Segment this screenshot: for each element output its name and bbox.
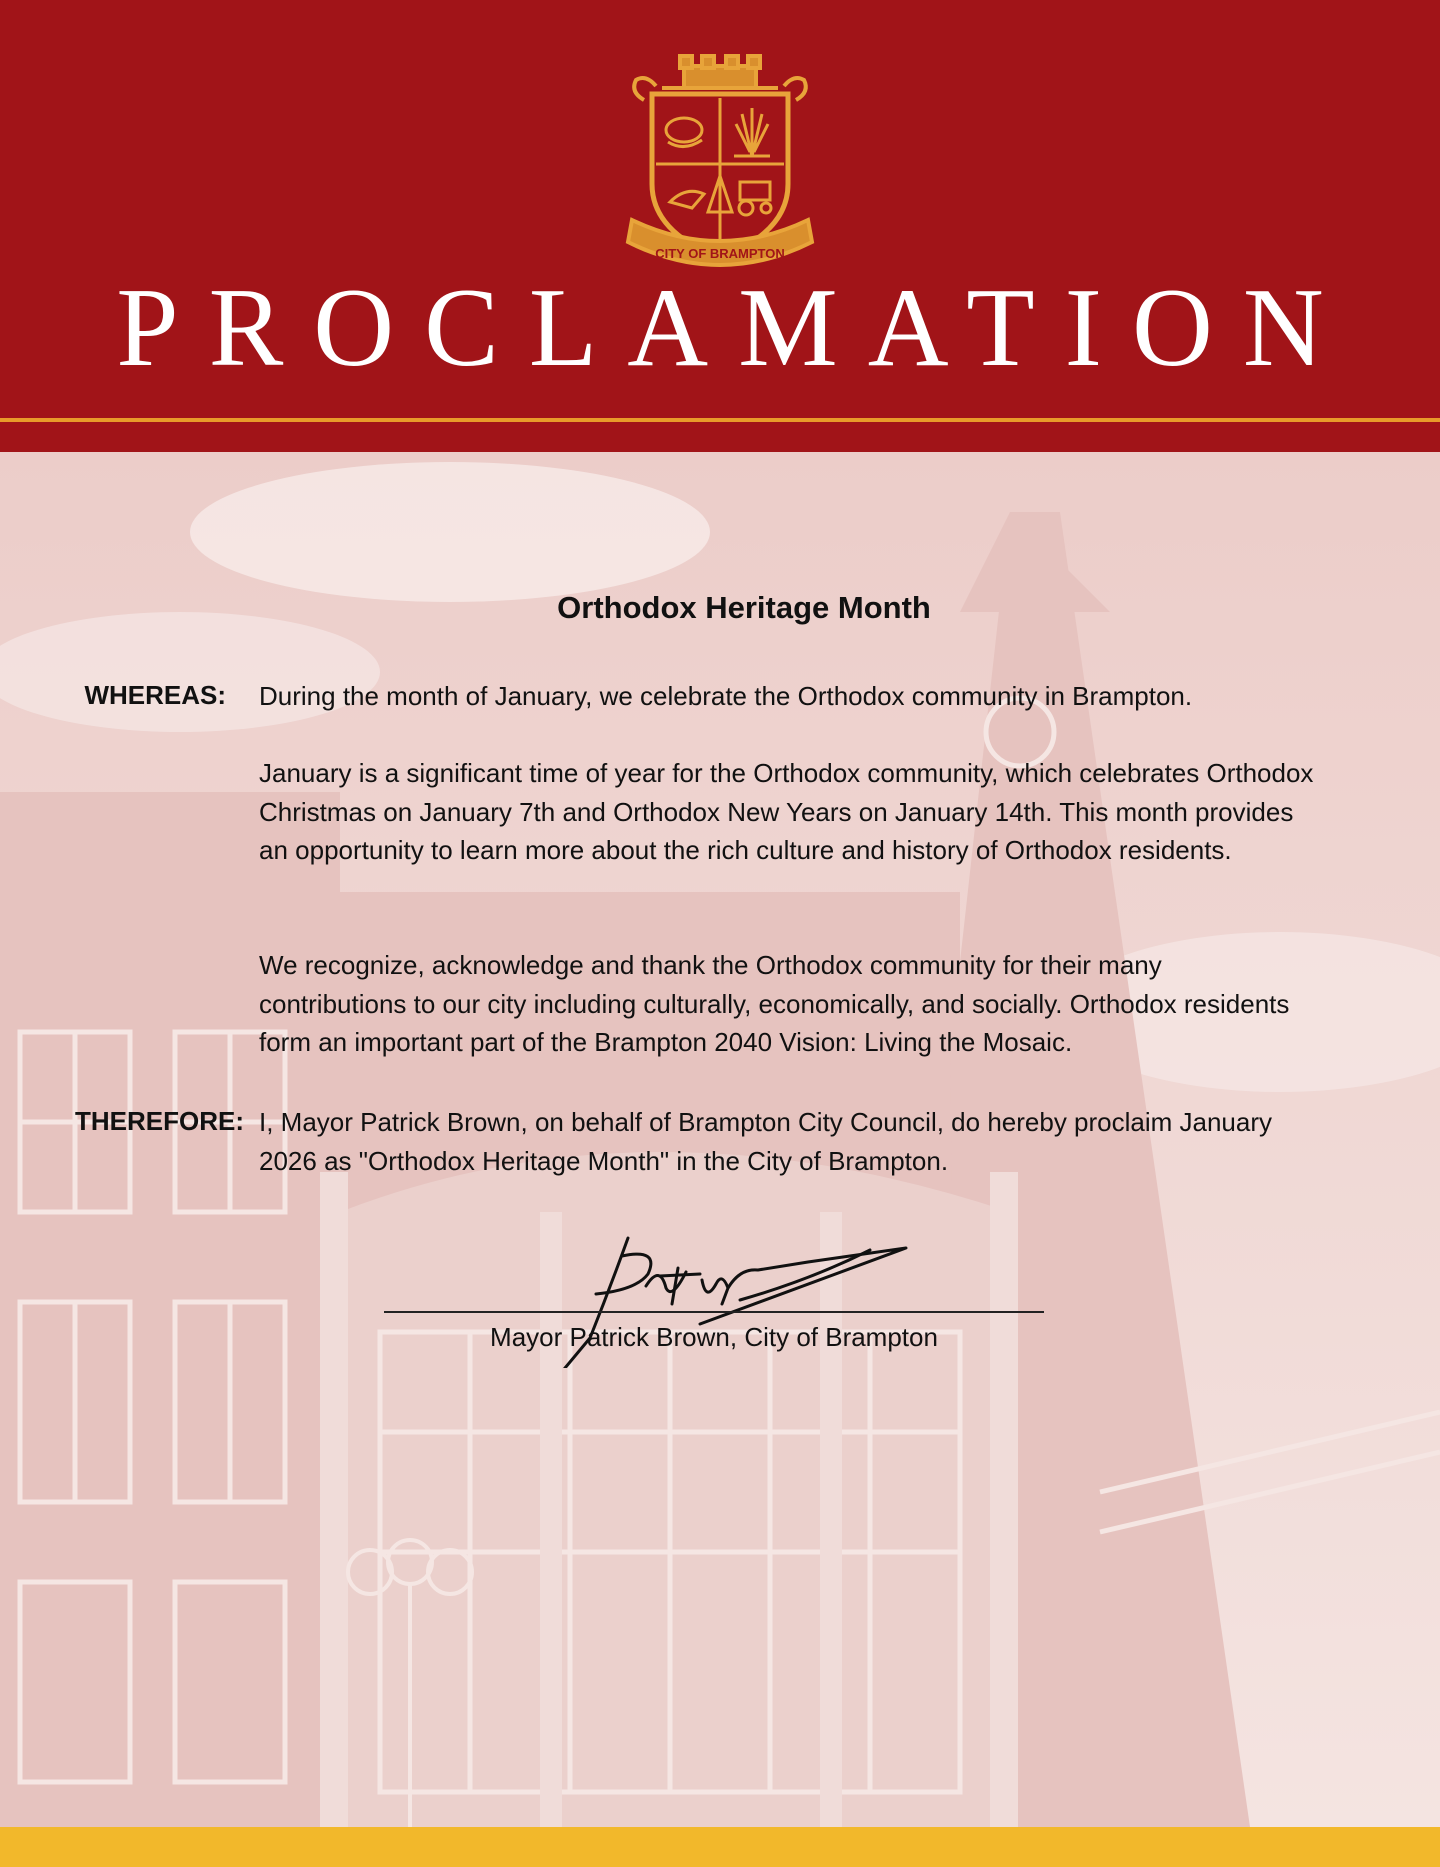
footer-bar (0, 1827, 1440, 1867)
therefore-paragraph: I, Mayor Patrick Brown, on behalf of Brampton City Council, do hereby proclaim January 2026 as "Orthodox Heritage Month" in the City of Brampton. (259, 1107, 1273, 1176)
crest-text: CITY OF BRAMPTON (655, 246, 785, 261)
therefore-label: THEREFORE: (75, 1106, 244, 1136)
whereas-label: WHEREAS: (84, 680, 226, 710)
document-title: Orthodox Heritage Month (557, 590, 931, 625)
signature-caption: Mayor Patrick Brown, City of Brampton (490, 1322, 938, 1352)
whereas-paragraph-3: We recognize, acknowledge and thank the Orthodox community for their many contributions to our city including culturally, economically, and socially. Orthodox residents form an important part of the Brampton 2040 Vision: Living the Mosaic. (259, 950, 1290, 1057)
header-lower-band (0, 422, 1440, 452)
whereas-paragraph-1: During the month of January, we celebrate the Orthodox community in Brampton. (259, 681, 1193, 711)
city-crest-icon (622, 52, 818, 282)
signature-line (384, 1311, 1044, 1313)
whereas-paragraph-2: January is a significant time of year for the Orthodox community, which celebrates Orthodox Christmas on January 7th and Orthodox New Years on January 14th. This month provides an opportunity to learn more about the rich culture and history of Orthodox residents. (259, 758, 1314, 865)
proclamation-title: PROCLAMATION (116, 266, 1354, 390)
